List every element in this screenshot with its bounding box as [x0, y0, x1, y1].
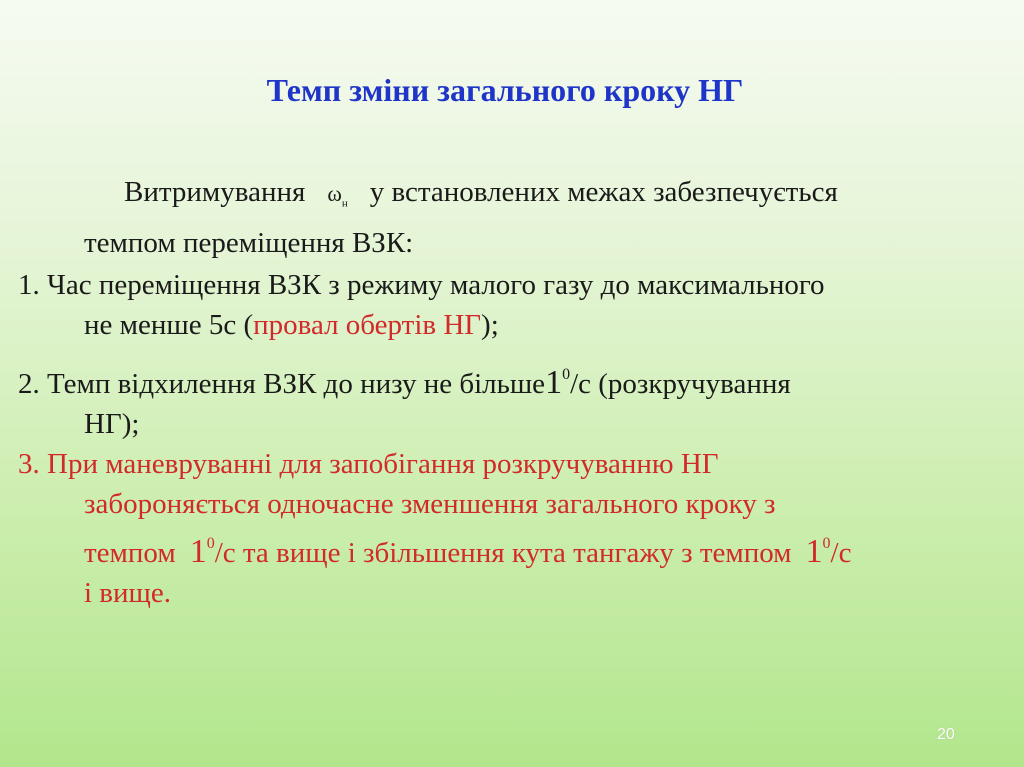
item1-line2-prefix: не менше 5с ( — [84, 309, 254, 341]
item3-line3-suffix: /с — [830, 537, 852, 569]
item2-degree: 0 — [562, 366, 571, 383]
item3-value2: 1 — [805, 533, 823, 570]
item3-line4: і вище. — [84, 577, 171, 609]
item3-line3-prefix: темпом — [84, 537, 176, 569]
intro-text-line2: темпом переміщення ВЗК: — [84, 227, 414, 260]
item3-degree1: 0 — [206, 535, 215, 552]
item2-line1-prefix: 2. Темп відхилення ВЗК до низу не більше — [18, 368, 546, 400]
omega-subscript: н — [341, 197, 348, 210]
item2-line2: НГ); — [84, 408, 140, 440]
item3-value1: 1 — [189, 533, 207, 570]
slide-title: Темп зміни загального кроку НГ — [266, 72, 744, 108]
list-item-3 — [18, 444, 994, 613]
item1-line2-suffix: ); — [481, 309, 499, 341]
list-item-2 — [18, 355, 994, 444]
list-item-1 — [18, 265, 994, 345]
intro-paragraph — [84, 172, 984, 263]
item3-degree2: 0 — [822, 535, 831, 552]
item3-line1: 3. При маневруванні для запобігання розкручуванню НГ — [18, 448, 719, 480]
omega-symbol: $\omega_н$ — [327, 181, 348, 210]
item3-line3-mid: /с та вище і збільшення кута тангажу з темпом — [214, 537, 792, 569]
intro-text-after: у встановлених межах забезпечується — [369, 176, 838, 208]
item1-highlight: провал обертів НГ — [253, 309, 482, 341]
intro-text-before: Витримування — [124, 176, 306, 208]
item3-line2: забороняється одночасне зменшення загального кроку з — [84, 488, 776, 520]
item2-value: 1 — [545, 364, 563, 401]
item2-line1-suffix: /с (розкручування — [570, 368, 791, 400]
slide-number: 20 — [937, 726, 955, 743]
item1-line1: 1. Час переміщення ВЗК з режиму малого газу до максимального — [18, 269, 825, 301]
